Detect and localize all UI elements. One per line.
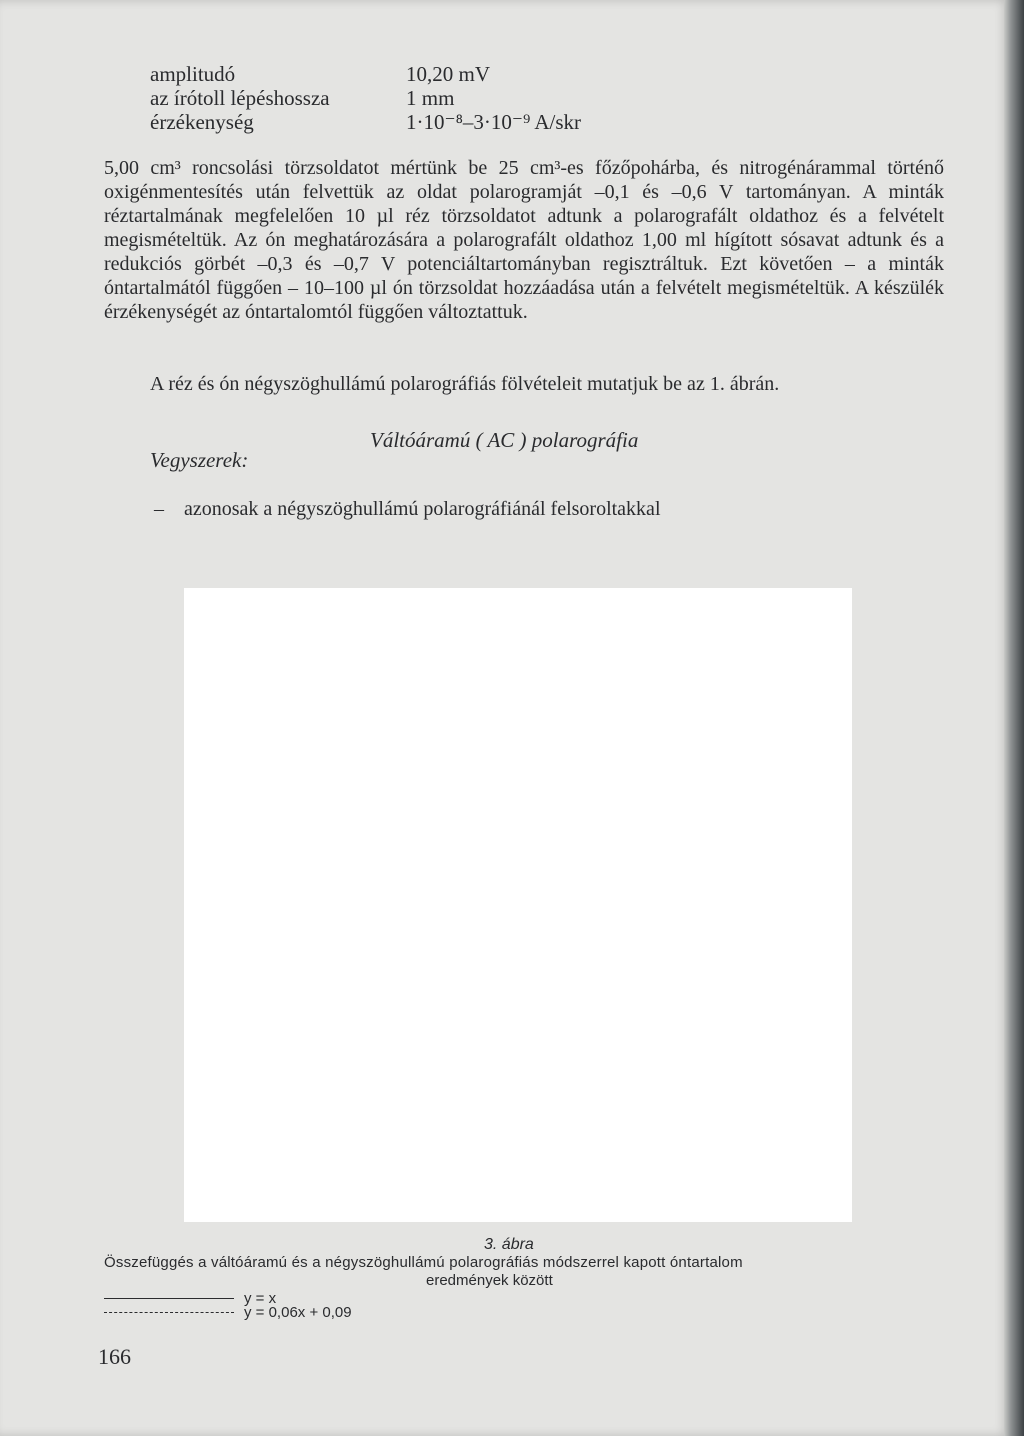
legend-entry-dashed (104, 1304, 352, 1321)
sub-heading: Vegyszerek: (150, 448, 249, 472)
solid-line-swatch (104, 1298, 234, 1299)
body-paragraph: 5,00 cm³ roncsolási törzsoldatot mértünk be 25 cm³-es főzőpohárba, és nitrogénárammal történő oxigénmentesítés után felvettük az oldat polarogramját –0,1 és –0,6 V tartományan. A minták réztartalmának megfelelően 10 µl réz törzsoldatot adtunk a polarografált oldathoz és a felvételt megismételtük. Az ón meghatározására a polarografált oldathoz 1,00 ml hígított sósavat adtunk és a redukciós görbét –0,3 és –0,7 V potenciáltartományban regisztráltuk. Ezt követően – a minták óntartalmától függően – 10–100 µl ón törzsoldat hozzáadása után a felvételt megismételtük. A készülék érzékenységét az óntartalomtól függően változtattuk. (104, 157, 944, 323)
figure-reference-paragraph: A réz és ón négyszöghullámú polarográfiás fölvételeit mutatjuk be az 1. ábrán. (150, 373, 780, 395)
list-dash: – (154, 498, 164, 520)
parameter-row (150, 86, 670, 110)
figure-placeholder (184, 588, 852, 1222)
legend-label: y = 0,06x + 0,09 (244, 1304, 352, 1321)
figure-caption-continued: eredmények között (426, 1272, 553, 1289)
parameter-value: 1·10⁻⁸–3·10⁻⁹ A/skr (406, 110, 582, 134)
parameter-value: 10,20 mV (406, 62, 490, 86)
parameter-row (150, 62, 670, 86)
legend-label: y = x (244, 1290, 277, 1307)
parameter-label: érzékenység (150, 110, 254, 134)
list-item-text: azonosak a négyszöghullámú polarográfiánál felsoroltakkal (184, 498, 661, 520)
parameter-label: az írótoll lépéshossza (150, 86, 330, 110)
book-spine-edge (1004, 0, 1024, 1436)
parameter-table (150, 62, 670, 134)
figure-number: 3. ábra (484, 1236, 534, 1253)
figure-caption: Összefüggés a váltóáramú és a négyszöghullámú polarográfiás módszerrel kapott óntartalom (104, 1254, 743, 1271)
parameter-row (150, 110, 670, 134)
page-number: 166 (98, 1344, 131, 1369)
dashed-line-swatch (104, 1312, 234, 1313)
parameter-value: 1 mm (406, 86, 455, 110)
list-item (154, 498, 661, 521)
section-title: Váltóáramú ( AC ) polarográfia (370, 428, 639, 452)
parameter-label: amplitudó (150, 62, 236, 86)
